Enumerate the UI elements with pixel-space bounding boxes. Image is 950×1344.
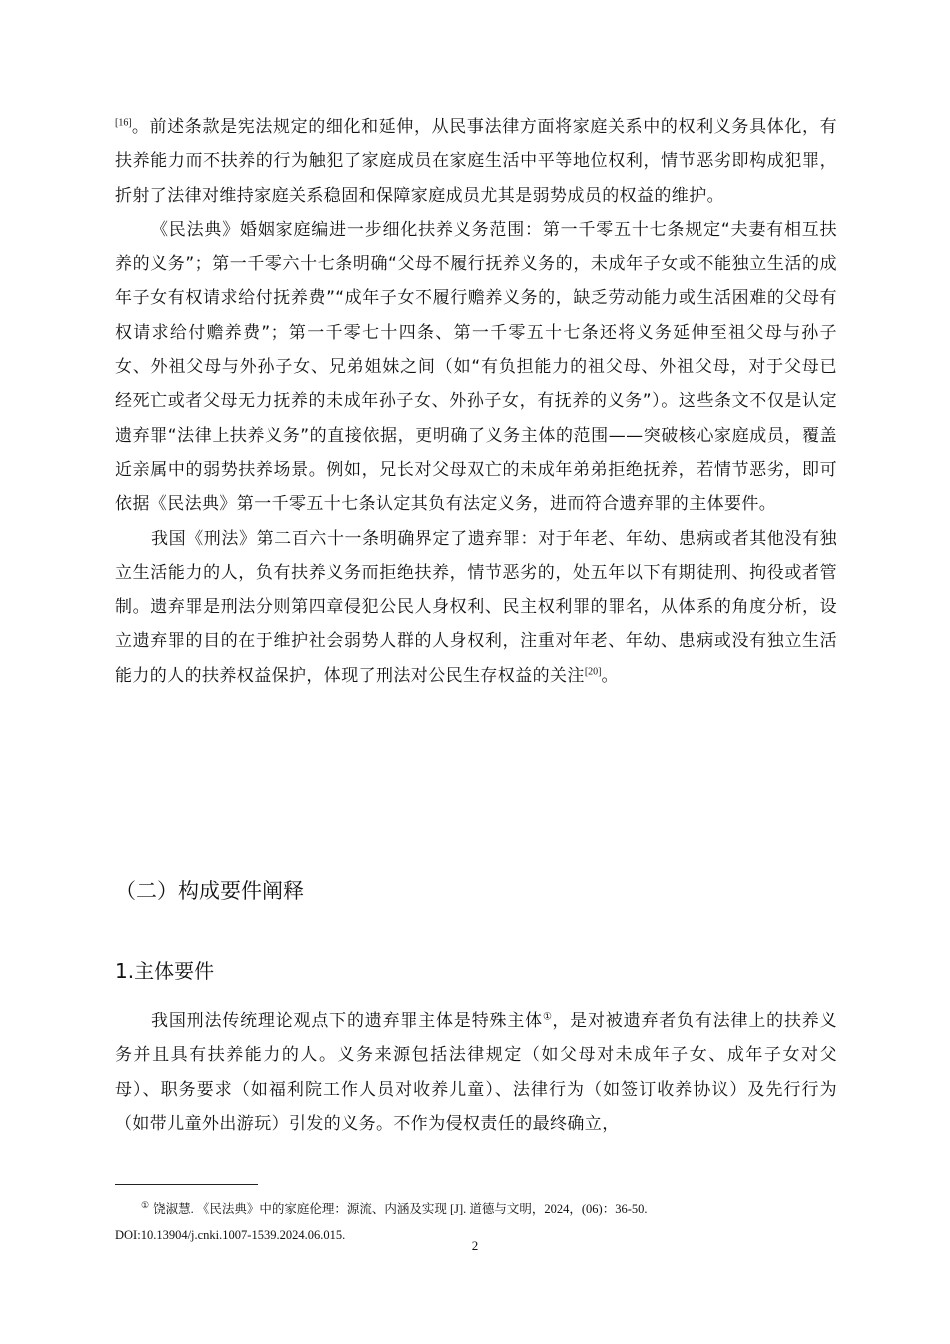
paragraph-4	[115, 1004, 837, 1141]
page-number: 2	[471, 1238, 479, 1253]
footnote-citation: 饶淑慧. 《民法典》中的家庭伦理：源流、内涵及实现 [J]. 道德与文明，2024，(06)：36-50.	[153, 1202, 648, 1216]
paragraph-3	[115, 522, 837, 693]
paragraph-4-text: 我国刑法传统理论观点下的遗弃罪主体是特殊主体	[151, 1011, 543, 1031]
paragraph-3-tail: 。	[601, 665, 619, 686]
footnote-divider	[115, 1184, 258, 1185]
section-heading: （二）构成要件阐释	[115, 879, 304, 903]
subsection-heading: 1.主体要件	[115, 959, 215, 983]
paragraph-1	[115, 110, 837, 213]
footnote-mark: ①	[542, 1011, 553, 1023]
footnote-mark: ①	[141, 1199, 150, 1210]
citation-ref: [16]	[115, 117, 132, 129]
footnote-line-1	[115, 1196, 837, 1222]
body-text-top	[115, 110, 837, 693]
paragraph-4-tail: ，是对被遗弃者负有法律上的扶养义务并且具有扶养能力的人。义务来源包括法律规定（如父母对未成年子女、成年子女对父母）、职务要求（如福利院工作人员对收养儿童）、法律行为（如签订收养协议）及先行行为（如带儿童外出游玩）引发的义务。不作为侵权责任的最终确立，	[115, 1011, 838, 1134]
footnote-line-2: DOI:10.13904/j.cnki.1007-1539.2024.06.015.	[115, 1228, 346, 1242]
paragraph-2: 《民法典》婚姻家庭编进一步细化扶养义务范围：第一千零五十七条规定“夫妻有相互扶养的义务”；第一千零六十七条明确“父母不履行抚养义务的，未成年子女或不能独立生活的成年子女有权请求给付抚养费”“成年子女不履行赡养义务的，缺乏劳动能力或生活困难的父母有权请求给付赡养费”；第一千零七十四条、第一千零五十七条还将义务延伸至祖父母与孙子女、外祖父母与外孙子女、兄弟姐妹之间（如“有负担能力的祖父母、外祖父母，对于父母已经死亡或者父母无力抚养的未成年孙子女、外孙子女，有抚养的义务”）。这些条文不仅是认定遗弃罪“法律上扶养义务”的直接依据，更明确了义务主体的范围——突破核心家庭成员，覆盖近亲属中的弱势扶养场景。例如，兄长对父母双亡的未成年弟弟拒绝抚养，若情节恶劣，即可依据《民法典》第一千零五十七条认定其负有法定义务，进而符合遗弃罪的主体要件。	[115, 219, 837, 515]
body-text-bottom	[115, 1004, 837, 1141]
citation-ref: [20]	[584, 666, 602, 678]
paragraph-1-text: 。前述条款是宪法规定的细化和延伸，从民事法律方面将家庭关系中的权利义务具体化，有扶养能力而不扶养的行为触犯了家庭成员在家庭生活中平等地位权利，情节恶劣即构成犯罪，折射了法律对维持家庭关系稳固和保障家庭成员尤其是弱势成员的权益的维护。	[115, 117, 837, 206]
paragraph-3-text: 我国《刑法》第二百六十一条明确界定了遗弃罪：对于年老、年幼、患病或者其他没有独立生活能力的人，负有扶养义务而拒绝扶养，情节恶劣的，处五年以下有期徒刑、拘役或者管制。遗弃罪是刑法分则第四章侵犯公民人身权利、民主权利罪的罪名，从体系的角度分析，设立遗弃罪的目的在于维护社会弱势人群的人身权利，注重对年老、年幼、患病或没有独立生活能力的人的扶养权益保护，体现了刑法对公民生存权益的关注	[115, 528, 837, 686]
